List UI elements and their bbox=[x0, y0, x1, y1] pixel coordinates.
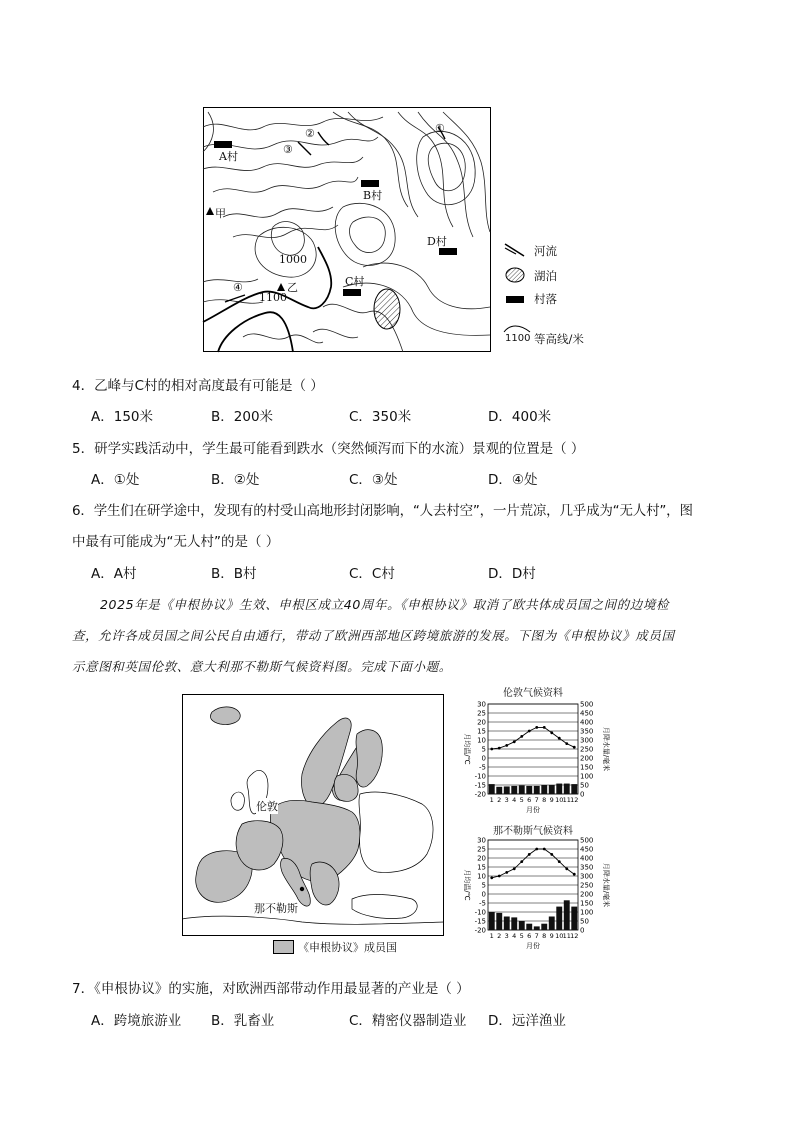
q5-option-d[interactable]: D．④处 bbox=[488, 472, 538, 488]
naples-temp-point bbox=[565, 867, 568, 870]
naples-left-tick: 10 bbox=[477, 872, 486, 881]
london-precip-bar bbox=[571, 784, 577, 794]
london-month-label: 5 bbox=[519, 796, 524, 804]
naples-left-tick: -10 bbox=[474, 908, 486, 917]
naples-precip-bar bbox=[489, 912, 495, 930]
naples-temp-point bbox=[543, 848, 546, 851]
london-month-label: 10 bbox=[555, 796, 564, 804]
london-left-tick: 30 bbox=[477, 700, 486, 709]
london-chart-title: 伦敦气候资料 bbox=[503, 688, 563, 699]
question-7-stem: 7．《申根协议》的实施，对欧洲西部带动作用最显著的产业是（ ） bbox=[72, 981, 470, 997]
village-marker-c bbox=[343, 289, 361, 296]
naples-right-tick: 400 bbox=[580, 854, 594, 863]
village-marker-b bbox=[361, 180, 379, 187]
naples-right-tick: 100 bbox=[580, 908, 594, 917]
label-point-4: ④ bbox=[233, 281, 243, 294]
q7-option-d[interactable]: D．远洋渔业 bbox=[488, 1013, 566, 1029]
london-left-tick: 0 bbox=[481, 754, 486, 763]
naples-month-label: 7 bbox=[534, 932, 539, 940]
naples-temp-point bbox=[490, 876, 493, 879]
label-point-2: ② bbox=[305, 127, 315, 140]
london-precip-bar bbox=[504, 786, 510, 794]
naples-xlabel: 月份 bbox=[526, 942, 540, 950]
london-temp-point bbox=[573, 746, 576, 749]
london-climate-chart bbox=[458, 698, 608, 820]
q6-option-c[interactable]: C．C村 bbox=[349, 566, 395, 582]
naples-month-label: 3 bbox=[504, 932, 509, 940]
question-6-stem-line1: 6．学生们在研学途中，发现有的村受山高地形封闭影响，“人去村空”，一片荒凉，几乎成为“无人村”，图 bbox=[72, 503, 693, 519]
q5-option-c[interactable]: C．③处 bbox=[349, 472, 398, 488]
q5-option-a[interactable]: A．①处 bbox=[91, 472, 140, 488]
question-6-stem-line2: 中最有可能成为“无人村”的是（ ） bbox=[72, 534, 280, 550]
london-month-label: 9 bbox=[549, 796, 554, 804]
london-right-tick: 500 bbox=[580, 700, 594, 709]
london-left-tick: 10 bbox=[477, 736, 486, 745]
naples-temp-point bbox=[528, 853, 531, 856]
label-point-3: ③ bbox=[283, 143, 293, 156]
label-jia: 甲 bbox=[215, 207, 226, 220]
q6-option-d[interactable]: D．D村 bbox=[488, 566, 536, 582]
village-marker-a bbox=[214, 141, 232, 148]
london-temp-point bbox=[520, 735, 523, 738]
london-precip-bar bbox=[511, 786, 517, 794]
naples-left-tick: 0 bbox=[481, 890, 486, 899]
naples-temp-point bbox=[505, 871, 508, 874]
london-month-label: 2 bbox=[497, 796, 502, 804]
label-a-village: A村 bbox=[219, 150, 238, 163]
london-temp-point bbox=[498, 747, 501, 750]
london-left-tick: 15 bbox=[477, 727, 486, 736]
q7-option-a[interactable]: A．跨境旅游业 bbox=[91, 1013, 182, 1029]
naples-right-tick: 350 bbox=[580, 863, 594, 872]
london-temp-point bbox=[528, 730, 531, 733]
q5-option-b[interactable]: B．②处 bbox=[211, 472, 260, 488]
naples-ylabel-left: 月均温/℃ bbox=[463, 869, 471, 901]
naples-month-label: 1 bbox=[489, 932, 494, 940]
passage-line-2: 查，允许各成员国之间公民自由通行，带动了欧洲西部地区跨境旅游的发展。下图为《申根协议》成员国 bbox=[72, 628, 675, 643]
naples-ylabel-right: 月降水量/毫米 bbox=[602, 862, 610, 908]
london-temp-point bbox=[505, 744, 508, 747]
london-right-tick: 0 bbox=[580, 790, 585, 799]
london-right-tick: 150 bbox=[580, 763, 594, 772]
london-right-tick: 400 bbox=[580, 718, 594, 727]
london-temp-point bbox=[558, 737, 561, 740]
q4-option-a[interactable]: A．150米 bbox=[91, 409, 154, 425]
naples-precip-bar bbox=[571, 907, 577, 930]
naples-right-tick: 500 bbox=[580, 836, 594, 845]
london-precip-bar bbox=[541, 785, 547, 794]
naples-temp-point bbox=[513, 867, 516, 870]
london-temp-point bbox=[543, 726, 546, 729]
london-left-tick: 5 bbox=[481, 745, 486, 754]
schengen-legend-label: 《申根协议》成员国 bbox=[298, 941, 397, 954]
label-yi: 乙 bbox=[287, 281, 298, 294]
london-right-tick: 350 bbox=[580, 727, 594, 736]
london-month-label: 6 bbox=[527, 796, 532, 804]
topo-legend bbox=[500, 240, 610, 355]
naples-right-tick: 200 bbox=[580, 890, 594, 899]
river-icon bbox=[502, 240, 528, 260]
london-precip-bar bbox=[564, 784, 570, 794]
naples-climate-chart bbox=[458, 834, 608, 958]
naples-precip-bar bbox=[519, 921, 525, 930]
london-temp-point bbox=[565, 742, 568, 745]
london-precip-bar bbox=[496, 787, 502, 794]
naples-month-label: 2 bbox=[497, 932, 502, 940]
london-xlabel: 月份 bbox=[526, 806, 540, 814]
naples-temp-point bbox=[558, 860, 561, 863]
naples-month-label: 8 bbox=[542, 932, 547, 940]
naples-left-tick: -5 bbox=[479, 899, 486, 908]
naples-temp-point bbox=[520, 860, 523, 863]
label-contour-1100: 1100 bbox=[259, 291, 287, 304]
naples-left-tick: 15 bbox=[477, 863, 486, 872]
passage-line-3: 示意图和英国伦敦、意大利那不勒斯气候资料图。完成下面小题。 bbox=[72, 659, 452, 674]
london-right-tick: 50 bbox=[580, 781, 589, 790]
london-right-tick: 300 bbox=[580, 736, 594, 745]
london-month-label: 8 bbox=[542, 796, 547, 804]
q4-option-d[interactable]: D．400米 bbox=[488, 409, 552, 425]
village-icon bbox=[506, 296, 524, 303]
legend-village-label: 村落 bbox=[534, 292, 557, 306]
question-5-stem: 5．研学实践活动中，学生最可能看到跌水（突然倾泻而下的水流）景观的位置是（ ） bbox=[72, 441, 585, 457]
london-precip-bar bbox=[489, 784, 495, 794]
naples-left-tick: 30 bbox=[477, 836, 486, 845]
naples-precip-bar bbox=[504, 917, 510, 931]
label-b-village: B村 bbox=[363, 189, 383, 202]
europe-map bbox=[182, 694, 444, 936]
naples-month-label: 9 bbox=[549, 932, 554, 940]
label-contour-1000: 1000 bbox=[279, 253, 307, 266]
london-precip-bar bbox=[556, 784, 562, 794]
naples-left-tick: -15 bbox=[474, 917, 486, 926]
london-left-tick: -15 bbox=[474, 781, 486, 790]
london-month-label: 11 bbox=[562, 796, 571, 804]
naples-left-tick: 5 bbox=[481, 881, 486, 890]
london-left-tick: -5 bbox=[479, 763, 486, 772]
london-left-tick: -10 bbox=[474, 772, 486, 781]
naples-temp-point bbox=[535, 848, 538, 851]
naples-precip-bar bbox=[556, 907, 562, 930]
london-precip-bar bbox=[549, 785, 555, 794]
contour-map-drawing bbox=[203, 107, 491, 352]
london-temp-point bbox=[490, 748, 493, 751]
question-4-stem: 4．乙峰与C村的相对高度最有可能是（ ） bbox=[72, 378, 324, 394]
london-month-label: 4 bbox=[512, 796, 517, 804]
naples-right-tick: 0 bbox=[580, 926, 585, 935]
naples-precip-bar bbox=[526, 924, 532, 930]
label-naples: 那不勒斯 bbox=[254, 902, 298, 915]
london-temp-point bbox=[550, 731, 553, 734]
naples-temp-point bbox=[550, 853, 553, 856]
naples-temp-line bbox=[492, 849, 575, 878]
label-point-1: ① bbox=[435, 122, 445, 135]
q4-option-c[interactable]: C．350米 bbox=[349, 409, 412, 425]
q6-option-b[interactable]: B．B村 bbox=[211, 566, 257, 582]
q7-option-b[interactable]: B．乳畜业 bbox=[211, 1013, 275, 1029]
naples-precip-bar bbox=[534, 926, 540, 930]
london-right-tick: 250 bbox=[580, 745, 594, 754]
london-month-label: 12 bbox=[570, 796, 579, 804]
naples-month-label: 6 bbox=[527, 932, 532, 940]
europe-map-drawing bbox=[182, 694, 444, 936]
naples-precip-bar bbox=[511, 917, 517, 930]
naples-right-tick: 50 bbox=[580, 917, 589, 926]
london-precip-bar bbox=[519, 785, 525, 794]
naples-month-label: 11 bbox=[562, 932, 571, 940]
naples-temp-point bbox=[498, 875, 501, 878]
london-right-tick: 200 bbox=[580, 754, 594, 763]
naples-left-tick: -20 bbox=[474, 926, 486, 935]
london-temp-point bbox=[535, 726, 538, 729]
topographic-map bbox=[203, 107, 491, 352]
naples-right-tick: 150 bbox=[580, 899, 594, 908]
naples-left-tick: 20 bbox=[477, 854, 486, 863]
london-temp-point bbox=[513, 740, 516, 743]
label-london: 伦敦 bbox=[256, 800, 278, 813]
london-right-tick: 450 bbox=[580, 709, 594, 718]
legend-lake-label: 湖泊 bbox=[534, 269, 557, 283]
naples-temp-point bbox=[573, 873, 576, 876]
legend-river-label: 河流 bbox=[534, 244, 557, 258]
london-right-tick: 100 bbox=[580, 772, 594, 781]
naples-right-tick: 250 bbox=[580, 881, 594, 890]
london-left-tick: -20 bbox=[474, 790, 486, 799]
london-left-tick: 20 bbox=[477, 718, 486, 727]
passage-line-1: 2025年是《申根协议》生效、申根区成立40周年。《申根协议》取消了欧共体成员国之间的边境检 bbox=[100, 597, 670, 612]
village-marker-d bbox=[439, 248, 457, 255]
london-ylabel-left: 月均温/℃ bbox=[463, 733, 471, 765]
legend-contour-label: 等高线/米 bbox=[534, 332, 584, 346]
london-precip-bar bbox=[534, 786, 540, 794]
naples-precip-bar bbox=[549, 917, 555, 931]
naples-precip-bar bbox=[541, 924, 547, 930]
q4-option-b[interactable]: B．200米 bbox=[211, 409, 274, 425]
london-month-label: 7 bbox=[534, 796, 539, 804]
naples-right-tick: 300 bbox=[580, 872, 594, 881]
naples-month-label: 4 bbox=[512, 932, 517, 940]
label-d-village: D村 bbox=[427, 235, 447, 248]
q6-option-a[interactable]: A．A村 bbox=[91, 566, 137, 582]
naples-month-label: 10 bbox=[555, 932, 564, 940]
london-precip-bar bbox=[526, 786, 532, 794]
london-ylabel-right: 月降水量/毫米 bbox=[602, 726, 610, 772]
london-temp-line bbox=[492, 727, 575, 749]
q7-option-c[interactable]: C．精密仪器制造业 bbox=[349, 1013, 467, 1029]
london-month-label: 3 bbox=[504, 796, 509, 804]
naples-precip-bar bbox=[564, 900, 570, 930]
naples-month-label: 5 bbox=[519, 932, 524, 940]
naples-chart-title: 那不勒斯气候资料 bbox=[493, 826, 573, 837]
naples-left-tick: 25 bbox=[477, 845, 486, 854]
schengen-legend-swatch bbox=[273, 940, 294, 954]
naples-right-tick: 450 bbox=[580, 845, 594, 854]
london-month-label: 1 bbox=[489, 796, 494, 804]
lake-icon bbox=[502, 265, 528, 285]
legend-contour-sample: 1100 bbox=[505, 333, 531, 344]
label-c-village: C村 bbox=[345, 275, 365, 288]
london-left-tick: 25 bbox=[477, 709, 486, 718]
naples-month-label: 12 bbox=[570, 932, 579, 940]
naples-precip-bar bbox=[496, 913, 502, 930]
